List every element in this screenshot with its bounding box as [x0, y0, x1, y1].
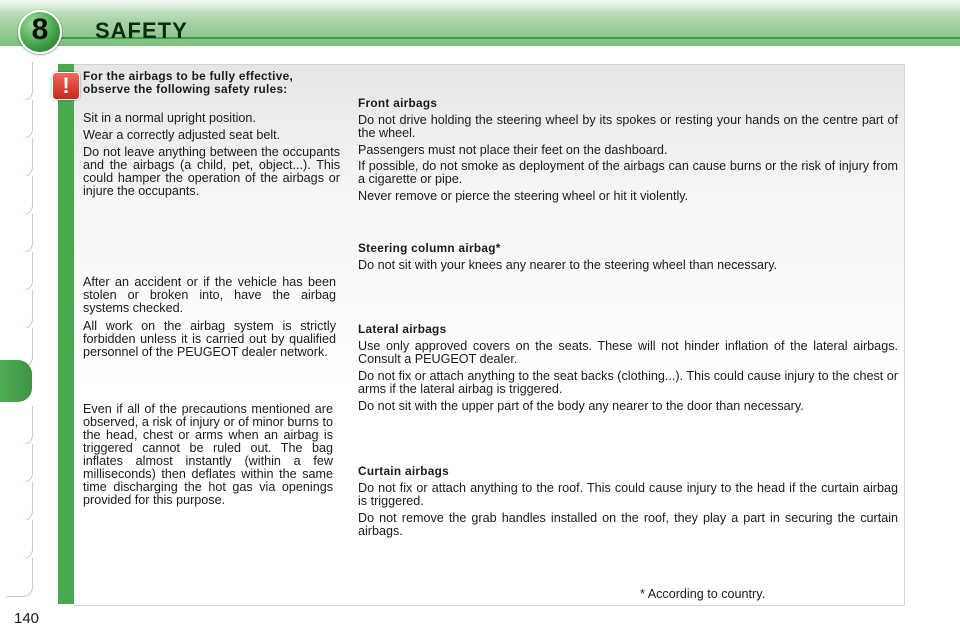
front-airbags-p3: If possible, do not smoke as deployment of the airbags can cause burns or the risk of injury from a cigarette or pipe. — [358, 159, 898, 186]
chapter-tabs — [0, 62, 34, 582]
chapter-tab[interactable] — [6, 252, 33, 291]
page-title: SAFETY — [95, 18, 188, 43]
intro-heading: For the airbags to be fully effective, observe the following safety rules: — [83, 69, 294, 96]
chapter-tab[interactable] — [6, 290, 33, 329]
title-underline — [60, 37, 960, 39]
accident-check-paragraph: After an accident or if the vehicle has been stolen or broken into, have the airbag systems checked. — [83, 275, 336, 315]
chapter-tab-active[interactable] — [0, 360, 32, 402]
chapter-tab[interactable] — [6, 482, 33, 521]
rule-nothing-between: Do not leave anything between the occupants and the airbags (a child, pet, object...). This could hamper the operation of the airbags or injure the occupants. — [83, 145, 340, 198]
chapter-tab[interactable] — [6, 214, 33, 253]
curtain-airbags-p1: Do not fix or attach anything to the roof. This could cause injury to the head if the curtain airbag is triggered. — [358, 481, 898, 508]
work-forbidden-paragraph: All work on the airbag system is strictly forbidden unless it is carried out by qualified personnel of the PEUGEOT dealer network. — [83, 319, 336, 359]
chapter-tab[interactable] — [6, 62, 33, 101]
lateral-airbags-p3: Do not sit with the upper part of the body any nearer to the door than necessary. — [358, 399, 804, 413]
chapter-tab[interactable] — [6, 100, 33, 139]
footnote: * According to country. — [640, 587, 766, 601]
front-airbags-p2: Passengers must not place their feet on the dashboard. — [358, 143, 668, 157]
chapter-tab[interactable] — [6, 138, 33, 177]
steering-airbag-heading: Steering column airbag* — [358, 241, 501, 255]
precautions-paragraph: Even if all of the precautions mentioned are observed, a risk of injury or of minor burns to the head, chest or arms when an airbag is triggered cannot be ruled out. The bag inflates almost instantly (within a few milliseconds) then deflates within the same time discharging the hot gas via openings provided for this purpose. — [83, 402, 333, 507]
chapter-number: 8 — [31, 13, 49, 46]
warning-icon: ! — [52, 72, 80, 100]
curtain-airbags-p2: Do not remove the grab handles installed on the roof, they play a part in securing the curtain airbags. — [358, 511, 898, 538]
chapter-tab[interactable] — [6, 558, 33, 597]
panel-green-strip — [58, 64, 74, 604]
chapter-tab[interactable] — [6, 406, 33, 445]
front-airbags-heading: Front airbags — [358, 96, 438, 110]
chapter-tab[interactable] — [6, 176, 33, 215]
lateral-airbags-heading: Lateral airbags — [358, 322, 447, 336]
curtain-airbags-heading: Curtain airbags — [358, 464, 450, 478]
header-shine — [0, 0, 960, 12]
steering-airbag-p1: Do not sit with your knees any nearer to the steering wheel than necessary. — [358, 258, 778, 272]
chapter-tab[interactable] — [6, 444, 33, 483]
front-airbags-p4: Never remove or pierce the steering wheel or hit it violently. — [358, 189, 689, 203]
lateral-airbags-p1: Use only approved covers on the seats. These will not hinder inflation of the lateral airbags. Consult a PEUGEOT dealer. — [358, 339, 898, 366]
rule-seat-belt: Wear a correctly adjusted seat belt. — [83, 128, 281, 142]
chapter-badge — [18, 10, 62, 54]
chapter-tab[interactable] — [6, 520, 33, 559]
front-airbags-p1: Do not drive holding the steering wheel by its spokes or resting your hands on the centre part of the wheel. — [358, 113, 898, 140]
lateral-airbags-p2: Do not fix or attach anything to the seat backs (clothing...). This could cause injury to the chest or arms if the lateral airbag is triggered. — [358, 369, 898, 396]
rule-upright: Sit in a normal upright position. — [83, 111, 256, 125]
page-number: 140 — [14, 610, 40, 627]
